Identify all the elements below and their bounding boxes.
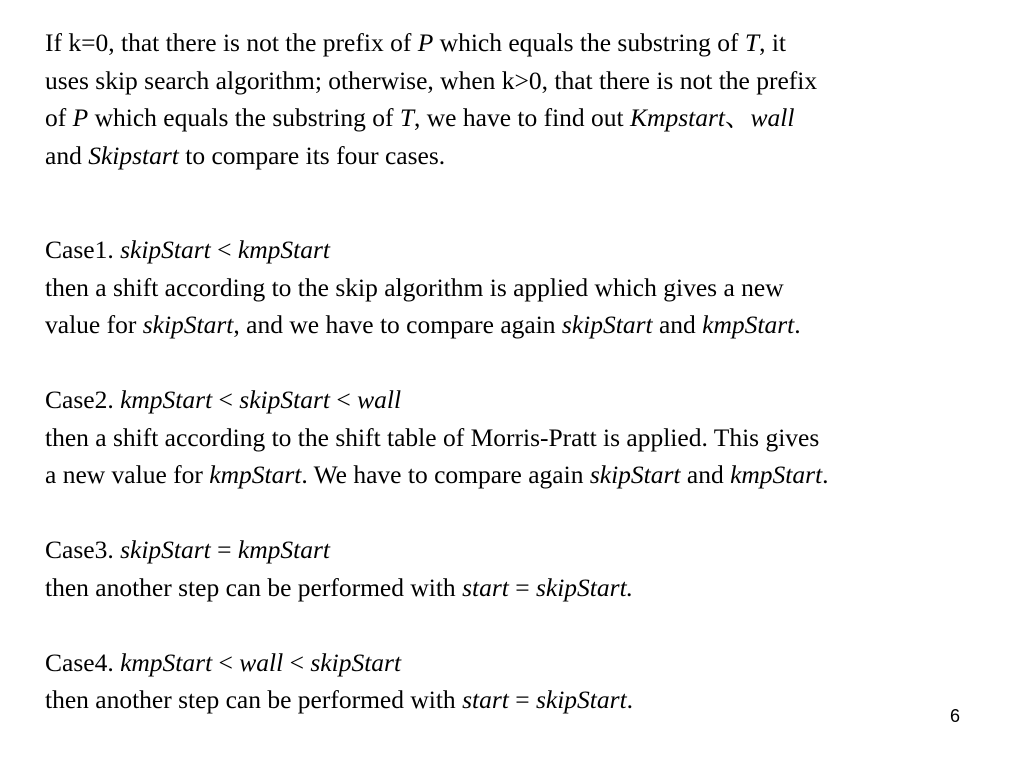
spacer [45,494,1020,532]
case1-desc-line-1: then a shift according to the skip algorithm is applied which gives a new [45,272,784,302]
intro-line-1: If k=0, that there is not the prefix of P which equals the substring of T, it [45,28,787,57]
case2-desc-line-1: then a shift according to the shift table of Morris-Pratt is applied. This gives [45,422,820,452]
spacer [45,344,1020,382]
case2-heading: Case2. kmpStart < skipStart < wall [45,385,402,414]
spacer [45,606,1020,644]
page-number: 6 [950,706,961,726]
case4-heading: Case4. kmpStart < wall < skipStart [45,647,402,677]
intro-line-3: of P which equals the substring of T, we have to find out Kmpstart、wall [45,103,795,132]
case3-heading: Case3. skipStart = kmpStart [45,535,330,564]
spacer [45,174,1020,231]
case2-desc-line-2: a new value for kmpStart. We have to compare again skipStart and kmpStart. [45,460,829,489]
intro-line-4: and Skipstart to compare its four cases. [45,140,446,170]
case1-desc-line-2: value for skipStart, and we have to compare again skipStart and kmpStart. [45,310,801,339]
case3-desc: then another step can be performed with start = skipStart. [45,572,634,602]
intro-line-2: uses skip search algorithm; otherwise, when k>0, that there is not the prefix [45,65,818,95]
case1-heading: Case1. skipStart < kmpStart [45,235,330,264]
case4-desc: then another step can be performed with start = skipStart. [45,685,634,714]
slide-body [45,24,1020,719]
